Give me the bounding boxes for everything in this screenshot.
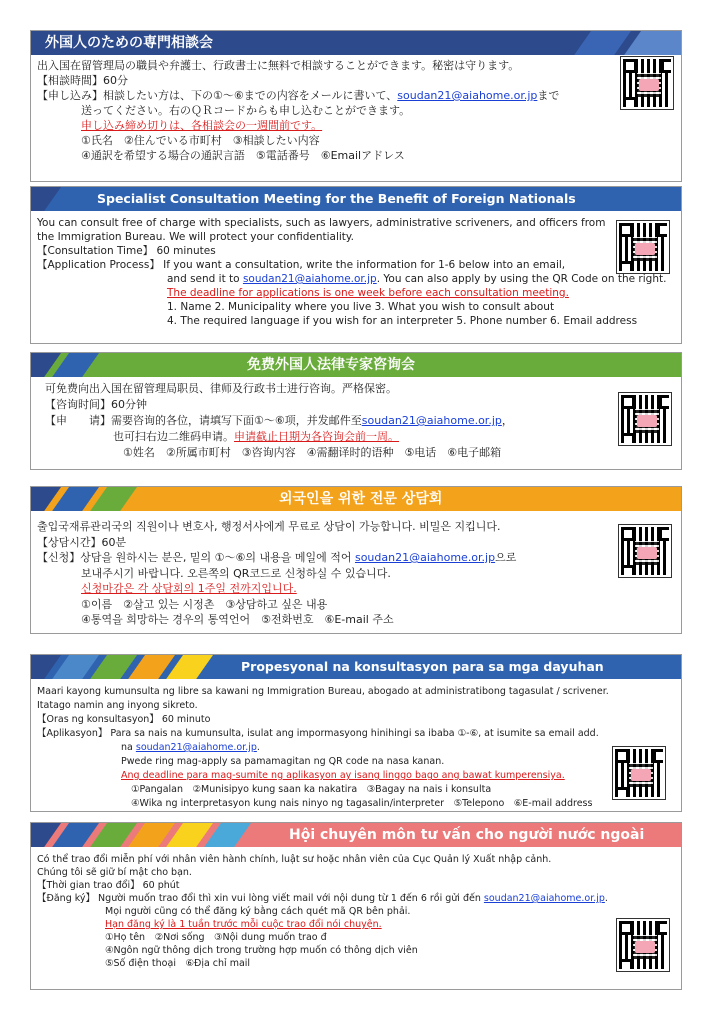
consult-time: 【상담시간】60분 (37, 535, 127, 549)
email-link[interactable]: soudan21@aiahome.or.jp (361, 414, 502, 427)
email-link[interactable]: soudan21@aiahome.or.jp (242, 273, 377, 285)
section-vietnamese (30, 822, 682, 990)
consult-time: 【咨询时间】60分钟 (45, 398, 147, 411)
section-title-tagalog: Propesyonal na konsultasyon para sa mga dayuhan (241, 659, 604, 674)
section-body-korean (31, 511, 681, 632)
section-japanese (30, 30, 682, 182)
intro-text-2: the Immigration Bureau. We will protect your confidentiality. (37, 231, 354, 243)
section-title-korean: 외국인을 위한 전문 상담회 (279, 491, 443, 507)
section-title-chinese: 免费外国人法律专家咨询会 (247, 357, 415, 373)
intro-text: 可免费向出入国在留管理局职员、律师及行政书士进行咨询。严格保密。 (45, 382, 397, 395)
intro-text: You can consult free of charge with specialists, such as lawyers, administrative scriveners, and officers from (37, 217, 606, 229)
section-title-japanese: 外国人のための専門相談会 (45, 35, 213, 51)
section-tagalog (30, 654, 682, 812)
required-items-2: ④통역을 희망하는 경우의 통역언어 ⑤전화번호 ⑥E-mail 주소 (81, 613, 394, 626)
banner-vietnamese (31, 823, 681, 847)
required-items-3: ⑤Số điện thoại ⑥Địa chỉ mail (105, 958, 251, 969)
required-items-2: 4. The required language if you wish for an interpreter 5. Phone number 6. Email address (167, 315, 638, 327)
qr-code[interactable] (619, 525, 671, 577)
deadline-text: The deadline for applications is one week before each consultation meeting. (167, 287, 569, 299)
consult-time: 【Consultation Time】 60 minutes (37, 245, 216, 257)
email-link[interactable]: soudan21@aiahome.or.jp (397, 89, 538, 102)
section-body-tagalog (31, 679, 681, 812)
section-title-english: Specialist Consultation Meeting for the Benefit of Foreign Nationals (97, 191, 576, 206)
section-body-vietnamese (31, 847, 681, 974)
section-title-vietnamese: Hội chuyên môn tư vấn cho người nước ngoài (289, 827, 645, 843)
consult-time: 【Thời gian trao đổi】 60 phút (37, 880, 180, 891)
required-items-1: ①이름 ②살고 있는 시정촌 ③상담하고 싶은 내용 (81, 597, 328, 611)
required-items-2: ④通訳を希望する場合の通訳言語 ⑤電話番号 ⑥Emailアドレス (81, 149, 405, 162)
apply-line-2: 也可扫右边二维码申请。 (113, 430, 234, 443)
apply-line-2: Mọi người cũng có thể đăng ký bằng cách quét mã QR bên phải. (105, 906, 411, 917)
section-chinese (30, 352, 682, 470)
required-items-1: ①氏名 ②住んでいる市町村 ③相談したい内容 (81, 134, 320, 147)
banner-korean (31, 487, 681, 511)
deadline-text: Ang deadline para mag-sumite ng aplikasyon ay isang linggo bago ang bawat kumperensiya. (121, 770, 565, 781)
deadline-text: Hạn đăng ký là 1 tuần trước mỗi cuộc trao đổi nói chuyện. (105, 919, 382, 930)
apply-line: 【Aplikasyon】 Para sa nais na kumunsulta, isulat ang impormasyong hinihingi sa ibaba ①-⑥, at isumite sa email add. (37, 728, 599, 739)
qr-code[interactable] (619, 393, 671, 445)
apply-line: 【신청】상담을 원하시는 분은, 밑의 ①～⑥의 내용을 메일에 적어 soudan21@aiahome.or.jp으로 (37, 551, 517, 564)
required-items-1: ①Pangalan ②Munisipyo kung saan ka nakatira ③Bagay na nais i konsulta (131, 784, 492, 795)
apply-line: 【申し込み】相談したい方は、下の①～⑥までの内容をメールに書いて、soudan21@aiahome.or.jpまで (37, 89, 560, 102)
deadline-text: 申し込み締め切りは、各相談会の一週間前です。 (81, 119, 323, 132)
banner-tagalog (31, 655, 681, 679)
banner-chinese (31, 353, 681, 377)
apply-line: 【Application Process】 If you want a consultation, write the information for 1-6 below into an email, (37, 259, 566, 271)
qr-code[interactable] (617, 221, 669, 273)
intro-text: 出入国在留管理局の職員や弁護士、行政書士に無料で相談することができます。秘密は守ります。 (37, 59, 520, 72)
email-link[interactable]: soudan21@aiahome.or.jp (354, 551, 496, 564)
deadline-text: 신청마감은 각 상담회의 1주일 전까지입니다. (81, 582, 297, 595)
section-body-english (31, 211, 681, 332)
required-items-2: ④Ngôn ngữ thông dịch trong trường hợp muốn có thông dịch viên (105, 945, 418, 956)
section-body-japanese (31, 55, 681, 167)
section-korean (30, 486, 682, 634)
deadline-text: 申请截止日期为各咨询会前一周。 (234, 430, 399, 443)
required-items-1: ①Họ tên ②Nơi sống ③Nội dung muốn trao đ (105, 932, 327, 943)
required-items-1: 1. Name 2. Municipality where you live 3. What you wish to consult about (167, 301, 555, 313)
apply-line-2: na soudan21@aiahome.or.jp. (121, 742, 260, 753)
apply-line-2: 보내주시기 바랍니다. 오른쪽의 QR코드로 신청하실 수 있습니다. (81, 566, 391, 580)
consult-time: 【Oras ng konsultasyon】 60 minuto (37, 714, 211, 725)
apply-line-2: and send it to soudan21@aiahome.or.jp. You can also apply by using the QR Code on the right. (167, 273, 667, 285)
intro-text: Có thể trao đổi miễn phí với nhân viên hành chính, luật sư hoặc nhân viên của Cục Quản lý Xuất nhập cảnh. (37, 854, 552, 865)
banner-japanese (31, 31, 681, 55)
section-body-chinese (31, 377, 681, 465)
apply-line: 【Đăng ký】 Người muốn trao đổi thì xin vui lòng viết mail với nội dung từ 1 đến 6 rồi gửi đến soudan21@aiahome.or.jp. (37, 893, 608, 904)
apply-line: 【申 请】需要咨询的各位，请填写下面①～⑥项，并发邮件至soudan21@aiahome.or.jp， (45, 414, 513, 427)
qr-code[interactable] (621, 57, 673, 109)
qr-code[interactable] (613, 747, 665, 799)
intro-text: Maari kayong kumunsulta ng libre sa kawani ng Immigration Bureau, abogado at administratibong tagasulat / scrivener. (37, 686, 609, 697)
intro-text-2: Itatago namin ang inyong sikreto. (37, 700, 198, 711)
banner-english (31, 187, 681, 211)
email-link[interactable]: soudan21@aiahome.or.jp (483, 893, 605, 904)
email-link[interactable]: soudan21@aiahome.or.jp (135, 742, 257, 753)
required-items: ①姓名 ②所属市町村 ③咨询内容 ④需翻译时的语种 ⑤电话 ⑥电子邮箱 (123, 446, 502, 459)
apply-line-3: Pwede ring mag-apply sa pamamagitan ng QR code na nasa kanan. (121, 756, 445, 767)
required-items-2: ④Wika ng interpretasyon kung nais ninyo ng tagasalin/interpreter ⑤Telepono ⑥E-mail address (131, 798, 593, 809)
apply-line-2: 送ってください。右のＱＲコードからも申し込むことができます。 (81, 104, 411, 117)
intro-text-2: Chúng tôi sẽ giữ bí mật cho bạn. (37, 867, 192, 878)
intro-text: 출입국재류관리국의 직원이나 변호사, 행정서사에게 무료로 상담이 가능합니다. 비밀은 지킵니다. (37, 520, 501, 533)
section-english (30, 186, 682, 344)
qr-code[interactable] (617, 919, 669, 971)
consult-time: 【相談時間】60分 (37, 74, 128, 87)
